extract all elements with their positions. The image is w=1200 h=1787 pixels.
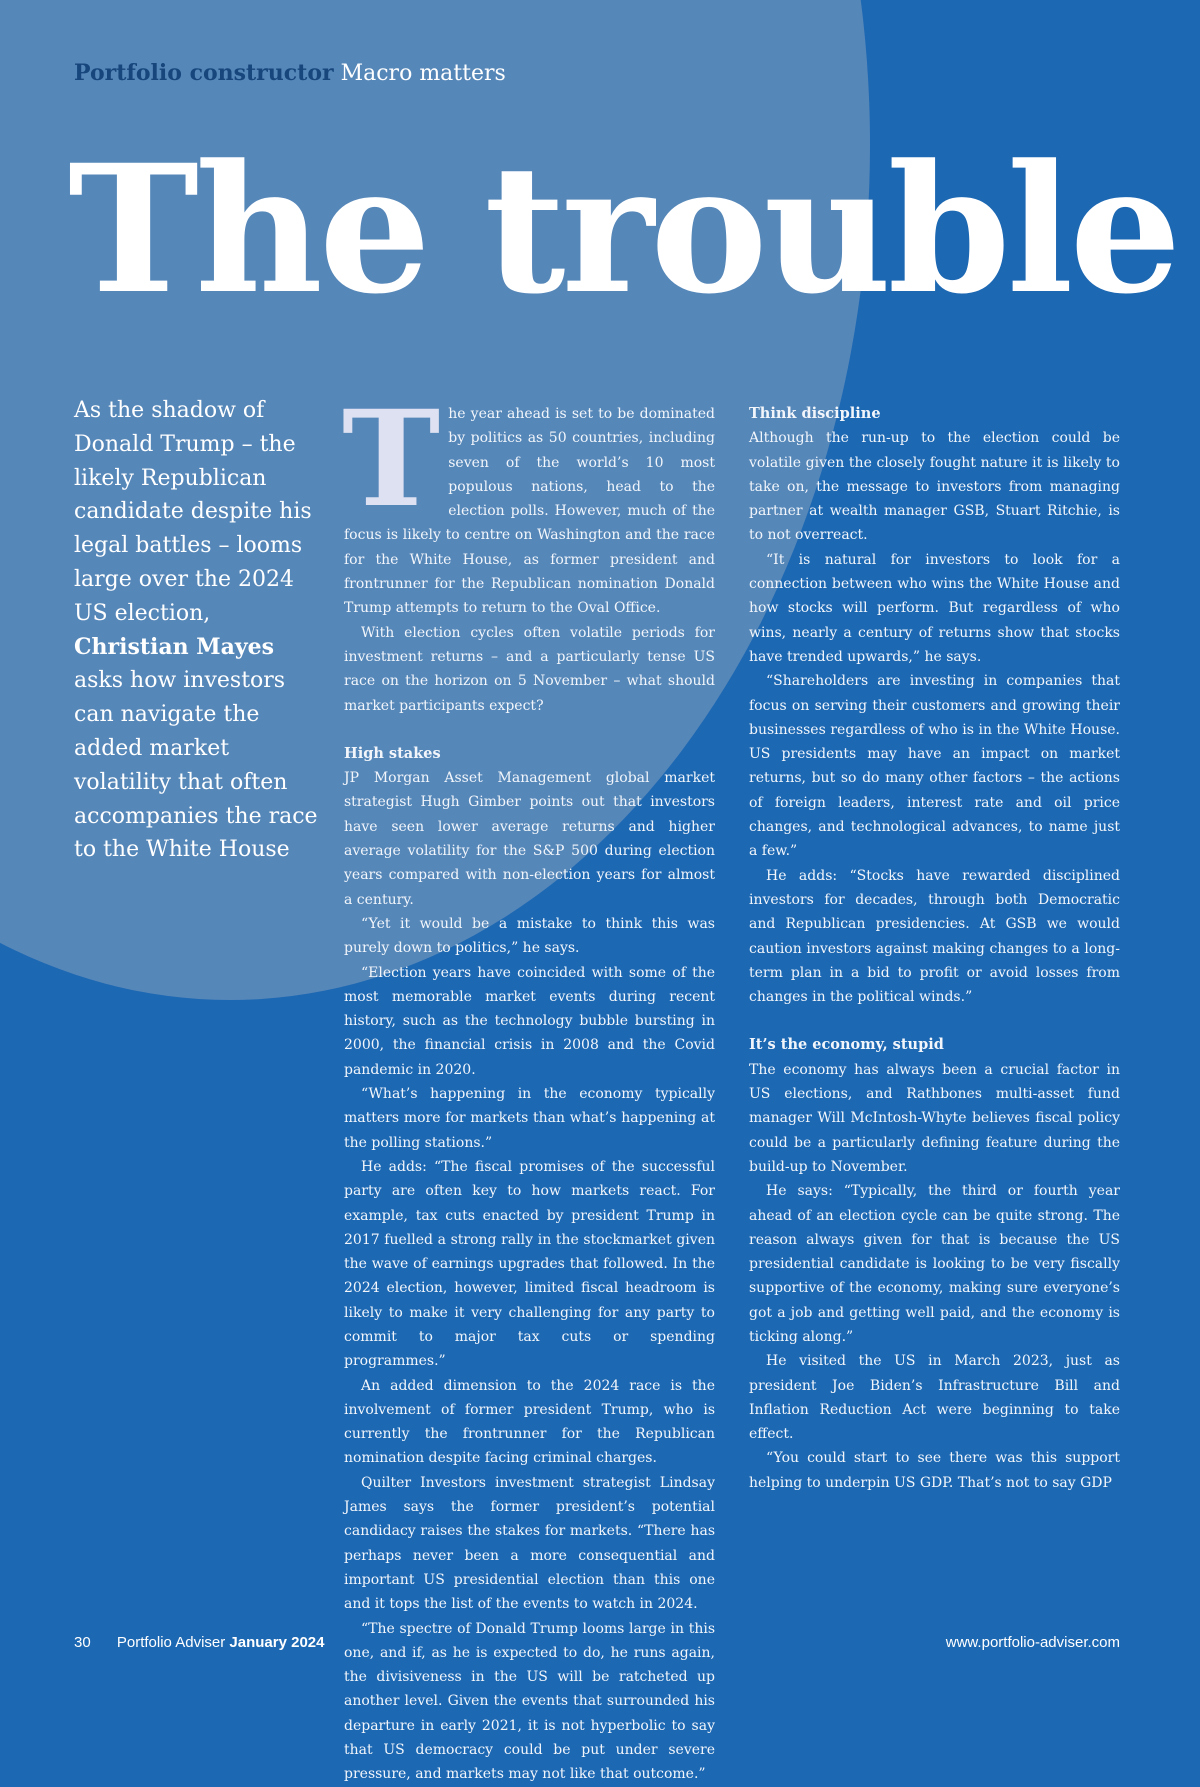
- paragraph: With election cycles often volatile periods for investment returns – and a particularly tense US race on the horizon on 5 November – what should market participants expect?: [344, 624, 715, 714]
- standfirst: [74, 394, 324, 867]
- publication-name: Portfolio Adviser: [116, 1634, 226, 1651]
- author-name: Christian Mayes: [74, 633, 275, 660]
- paragraph: Although the run-up to the election could be volatile given the closely fought nature it is likely to take on, the message to investors from managing partner at wealth manager GSB, Stuart Ritchie, is to not overreact.: [749, 430, 1120, 544]
- website-link[interactable]: www.portfolio-adviser.com: [945, 1634, 1120, 1651]
- section-topic: Macro matters: [340, 61, 506, 86]
- paragraph: He adds: “The fiscal promises of the successful party are often key to how markets react. For example, tax cuts enacted by president Trump in 2017 fuelled a strong rally in the stockmarket given the wave of earnings upgrades that followed. In the 2024 election, however, limited fiscal headroom is likely to make it very challenging for any party to commit to major tax cuts or spending programmes.”: [344, 1158, 715, 1370]
- standfirst-text-after: asks how investors can navigate the added market volatility that often accompanies the race to the White House: [74, 668, 318, 863]
- paragraph: “It is natural for investors to look for a connection between who wins the White House and how stocks will perform. But regardless of who wins, nearly a century of returns show that stocks have trended upwards,” he says.: [749, 551, 1120, 665]
- paragraph: “What’s happening in the economy typically matters more for markets than what’s happening at the polling stations.”: [344, 1086, 715, 1151]
- issue-date: January 2024: [229, 1634, 325, 1651]
- article-column-1: [342, 382, 715, 1783]
- paragraph: The year ahead is set to be dominated by politics as 50 countries, including seven of the world’s 10 most populous nations, head to the election polls. However, much of the focus is likely to centre on Washington and the race for the White House, as former president and frontrunner for the Republican nomination Donald Trump attempts to return to the Oval Office.: [342, 382, 715, 617]
- paragraph: He visited the US in March 2023, just as president Joe Biden’s Infrastructure Bill and Inflation Reduction Act were beginning to take effect.: [749, 1353, 1120, 1443]
- paragraph: “Election years have coincided with some of the most memorable market events during recent history, such as the technology bubble bursting in 2000, the financial crisis in 2008 and the Covid pandemic in 2020.: [344, 964, 715, 1078]
- subheading-economy: It’s the economy, stupid: [749, 1036, 944, 1054]
- paragraph: JP Morgan Asset Management global market strategist Hugh Gimber points out that investors have seen lower average returns and higher average volatility for the S&P 500 during election years compared with non-election years for almost a century.: [344, 770, 715, 908]
- paragraph: He says: “Typically, the third or fourth year ahead of an election cycle can be quite strong. The reason always given for that is because the US presidential candidate is looking to be very fiscally supportive of the economy, making sure everyone’s got a job and getting well paid, and the economy is ticking along.”: [749, 1183, 1120, 1345]
- paragraph: An added dimension to the 2024 race is the involvement of former president Trump, who is currently the frontrunner for the Republican nomination despite facing criminal charges.: [344, 1377, 715, 1467]
- paragraph: “Yet it would be a mistake to think this was purely down to politics,” he says.: [344, 915, 715, 957]
- subheading-think-discipline: Think discipline: [749, 405, 881, 422]
- standfirst-text-before: As the shadow of Donald Trump – the likely Republican candidate despite his legal battles – looms large over the 2024 US election,: [74, 398, 312, 626]
- page-number: 30: [74, 1634, 91, 1651]
- article-column-2: [749, 402, 1120, 1606]
- page-footer: [74, 1634, 1120, 1651]
- section-header: [74, 60, 506, 86]
- headline: The trouble: [68, 126, 1178, 333]
- section-category: Portfolio constructor: [74, 60, 334, 86]
- paragraph: The economy has always been a crucial factor in US elections, and Rathbones multi-asset fund manager Will McIntosh-Whyte believes fiscal policy could be a particularly defining feature during the build-up to November.: [749, 1061, 1120, 1175]
- subheading-high-stakes: High stakes: [344, 744, 441, 762]
- paragraph: “The spectre of Donald Trump looms large in this one, and if, as he is expected to do, he runs again, the divisiveness in the US will be ratcheted up another level. Given the events that surrounded his departure in early 2021, it is not hyperbolic to say that US democracy could be put under severe pressure, and markets may not like that outcome.”: [344, 1620, 715, 1783]
- paragraph: He adds: “Stocks have rewarded disciplined investors for decades, through both Democratic and Republican presidencies. At GSB we would caution investors against making changes to a long-term plan in a bid to profit or avoid losses from changes in the political winds.”: [749, 867, 1120, 1006]
- paragraph: “Shareholders are investing in companies that focus on serving their customers and growing their businesses regardless of who is in the White House. US presidents may have an impact on market returns, but so do many other factors – the actions of foreign leaders, interest rate and oil price changes, and technological advances, to name just a few.”: [749, 673, 1120, 860]
- paragraph: Quilter Investors investment strategist Lindsay James says the former president’s potential candidacy raises the stakes for markets. “There has perhaps never been a more consequential and important US presidential election than this one and it tops the list of the events to watch in 2024.: [344, 1474, 715, 1613]
- paragraph: “You could start to see there was this support helping to underpin US GDP. That’s not to say GDP: [749, 1450, 1120, 1491]
- drop-cap: T: [342, 382, 441, 537]
